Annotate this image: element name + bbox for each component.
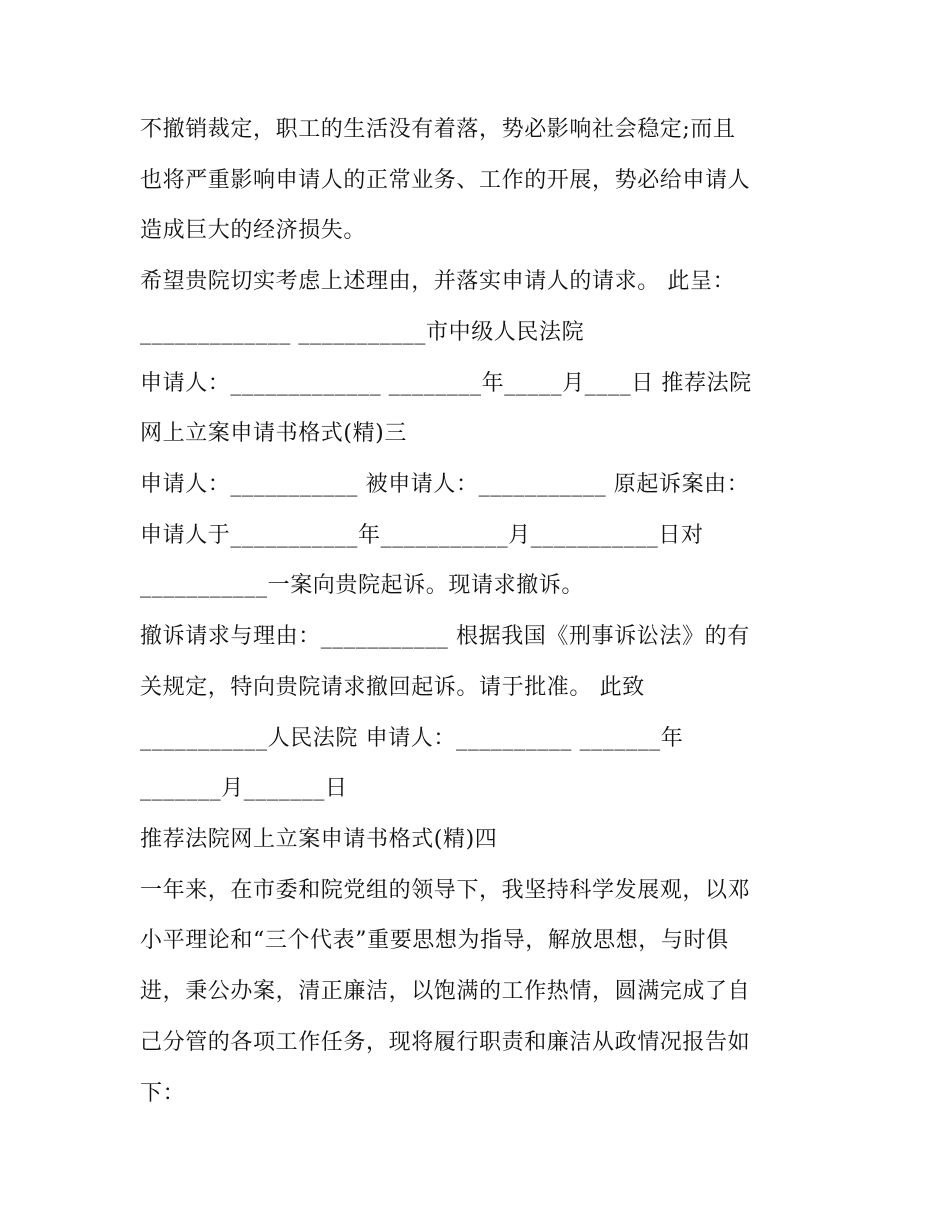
text-line: 一年来，在市委和院党组的领导下，我坚持科学发展观，以邓 [140, 878, 751, 903]
text-line: 申请人：_____________ ________年_____月____日 推荐法院 [140, 371, 752, 396]
text-line: 小平理论和“三个代表”重要思想为指导，解放思想，与时俱 [140, 928, 729, 953]
text-line: ___________人民法院 申请人：__________ _______年 [140, 726, 684, 751]
text-line: 造成巨大的经济损失。 [140, 218, 367, 243]
text-line: 撤诉请求与理由：___________ 根据我国《刑事诉讼法》的有 [140, 624, 750, 649]
text-line: 希望贵院切实考虑上述理由，并落实申请人的请求。 此呈： [140, 269, 736, 294]
text-line: 申请人：___________ 被申请人：___________ 原起诉案由： [140, 472, 750, 497]
text-line: 进，秉公办案，清正廉洁，以饱满的工作热情，圆满完成了自 [140, 979, 751, 1004]
text-line: 关规定，特向贵院请求撤回起诉。请于批准。 此致 [140, 675, 645, 700]
text-line: _____________ ___________市中级人民法院 [140, 320, 585, 345]
text-line: 下： [140, 1081, 186, 1106]
text-line: 己分管的各项工作任务，现将履行职责和廉洁从政情况报告如 [140, 1030, 751, 1055]
text-line: 也将严重影响申请人的正常业务、工作的开展，势必给申请人 [140, 168, 751, 193]
text-line: ___________一案向贵院起诉。现请求撤诉。 [140, 573, 585, 598]
text-line: _______月_______日 [140, 776, 348, 801]
section-heading: 推荐法院网上立案申请书格式(精)四 [140, 827, 498, 852]
text-line: 不撤销裁定，职工的生活没有着落，势必影响社会稳定;而且 [140, 117, 736, 142]
section-heading: 网上立案申请书格式(精)三 [140, 421, 407, 446]
text-line: 申请人于___________年___________月___________日对 [140, 523, 704, 548]
